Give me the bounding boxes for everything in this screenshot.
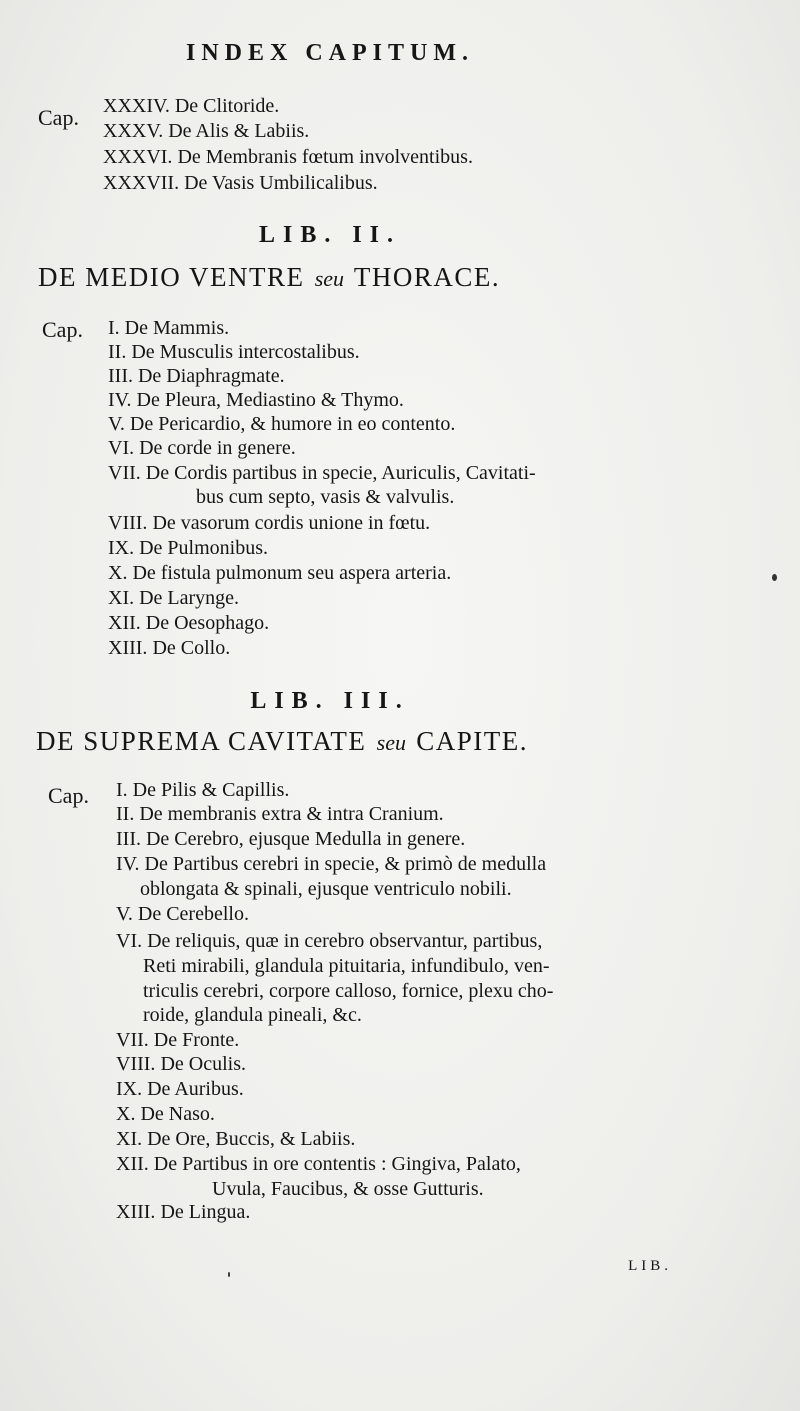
chapter-title: De Auribus.: [147, 1078, 244, 1100]
catchword: LIB.: [628, 1258, 672, 1274]
chapter-number: I.: [108, 317, 120, 339]
index-entry: [116, 778, 289, 802]
index-entry: [108, 536, 268, 560]
chapter-title: De Naso.: [140, 1103, 215, 1125]
cap-label: Cap.: [38, 105, 79, 130]
entry-continuation: triculis cerebri, corpore calloso, fornice, plexu cho-: [143, 980, 554, 1002]
index-entry: [108, 611, 269, 635]
index-entry: [116, 852, 546, 876]
chapter-title: De Partibus in ore contentis : Gingiva, Palato,: [153, 1153, 521, 1175]
index-entry: [103, 119, 309, 143]
chapter-title: De Alis & Labiis.: [168, 120, 310, 142]
chapter-title: De Pulmonibus.: [139, 537, 269, 559]
chapter-title: De Pericardio, & humore in eo contento.: [129, 413, 456, 435]
chapter-number: VI.: [108, 437, 135, 459]
chapter-title: De Clitoride.: [174, 95, 280, 117]
index-entry: [116, 1200, 250, 1224]
part-title: [36, 726, 656, 757]
chapter-title: De Vasis Umbilicalibus.: [184, 172, 378, 194]
chapter-number: XIII.: [108, 637, 148, 659]
chapter-number: X.: [108, 562, 128, 584]
chapter-number: V.: [108, 413, 125, 435]
chapter-number: II.: [116, 803, 135, 825]
chapter-title: De Collo.: [152, 637, 231, 659]
chapter-number: III.: [116, 828, 141, 850]
chapter-number: XXXV.: [103, 120, 164, 142]
book-heading: LIB. III.: [250, 688, 410, 714]
entry-continuation: bus cum septo, vasis & valvulis.: [196, 486, 455, 508]
book-heading: LIB. II.: [258, 222, 402, 248]
part-title-main: DE SUPREMA CAVITATE: [36, 726, 367, 756]
ink-speck: [228, 1272, 230, 1277]
part-title-alt: CAPITE.: [416, 726, 528, 756]
chapter-title: De Ore, Buccis, & Labiis.: [147, 1128, 356, 1150]
ink-speck: [772, 574, 777, 581]
page-header: INDEX CAPITUM.: [186, 40, 474, 66]
index-entry: [103, 94, 279, 118]
chapter-number: VII.: [116, 1029, 149, 1051]
cap-label: Cap.: [42, 317, 83, 342]
chapter-number: V.: [116, 903, 133, 925]
index-entry: [108, 364, 285, 388]
index-entry: [103, 145, 473, 169]
chapter-title: De Diaphragmate.: [137, 365, 285, 387]
chapter-title: De fistula pulmonum seu aspera arteria.: [132, 562, 452, 584]
part-title-main: DE MEDIO VENTRE: [38, 262, 305, 292]
chapter-number: XI.: [116, 1128, 143, 1150]
index-entry: [108, 511, 430, 535]
index-entry: [116, 1052, 246, 1076]
index-entry: [108, 461, 536, 485]
index-entry: [116, 902, 249, 926]
index-entry: [108, 561, 451, 585]
chapter-title: De Musculis intercostalibus.: [131, 341, 360, 363]
cap-label: Cap.: [48, 783, 89, 808]
chapter-number: VII.: [108, 462, 141, 484]
index-entry: [116, 1077, 244, 1101]
chapter-number: X.: [116, 1103, 136, 1125]
index-entry: [108, 586, 239, 610]
chapter-title: De reliquis, quæ in cerebro observantur, partibus,: [147, 930, 543, 952]
chapter-title: De Partibus cerebri in specie, & primò de medulla: [144, 853, 547, 875]
part-title-alt: THORACE.: [353, 262, 501, 292]
index-entry: [116, 1127, 355, 1151]
chapter-number: XXXVI.: [103, 146, 173, 168]
chapter-title: De vasorum cordis unione in fœtu.: [152, 512, 431, 534]
chapter-title: De Cerebro, ejusque Medulla in genere.: [145, 828, 466, 850]
chapter-number: VIII.: [116, 1053, 156, 1075]
index-entry: [108, 340, 360, 364]
entry-continuation: roide, glandula pineali, &c.: [143, 1004, 362, 1026]
chapter-title: De Mammis.: [124, 317, 230, 339]
index-entry: [116, 827, 465, 851]
chapter-title: De membranis extra & intra Cranium.: [139, 803, 444, 825]
index-entry: [108, 388, 404, 412]
chapter-title: De Membranis fœtum involventibus.: [177, 146, 473, 168]
index-entry: [116, 1028, 239, 1052]
chapter-title: De corde in genere.: [139, 437, 296, 459]
chapter-number: IX.: [116, 1078, 143, 1100]
entry-continuation: oblongata & spinali, ejusque ventriculo nobili.: [140, 878, 512, 900]
chapter-number: XII.: [108, 612, 141, 634]
index-entry: [116, 1152, 521, 1176]
index-entry: [108, 636, 230, 660]
chapter-number: II.: [108, 341, 127, 363]
chapter-title: De Larynge.: [139, 587, 240, 609]
chapter-title: De Pleura, Mediastino & Thymo.: [136, 389, 404, 411]
chapter-number: I.: [116, 779, 128, 801]
chapter-number: VI.: [116, 930, 143, 952]
chapter-title: De Cordis partibus in specie, Auriculis, Cavitati-: [145, 462, 536, 484]
entry-continuation: Uvula, Faucibus, & osse Gutturis.: [212, 1178, 484, 1200]
part-title-seu: seu: [314, 266, 345, 291]
chapter-title: De Oesophago.: [145, 612, 270, 634]
entry-continuation: Reti mirabili, glandula pituitaria, infundibulo, ven-: [143, 955, 550, 977]
index-entry: [116, 929, 542, 953]
chapter-number: XIII.: [116, 1201, 156, 1223]
chapter-number: XXXIV.: [103, 95, 170, 117]
index-entry: [108, 316, 229, 340]
chapter-title: De Lingua.: [160, 1201, 251, 1223]
chapter-title: De Cerebello.: [137, 903, 249, 925]
index-entry: [116, 802, 444, 826]
part-title: [38, 262, 658, 293]
chapter-number: XII.: [116, 1153, 149, 1175]
index-entry: [108, 412, 455, 436]
chapter-number: VIII.: [108, 512, 148, 534]
index-entry: [103, 171, 378, 195]
chapter-number: IX.: [108, 537, 135, 559]
chapter-title: De Pilis & Capillis.: [132, 779, 290, 801]
chapter-title: De Fronte.: [153, 1029, 240, 1051]
chapter-number: IV.: [108, 389, 132, 411]
index-entry: [108, 436, 296, 460]
chapter-number: XI.: [108, 587, 135, 609]
chapter-title: De Oculis.: [160, 1053, 246, 1075]
chapter-number: III.: [108, 365, 133, 387]
index-entry: [116, 1102, 215, 1126]
chapter-number: XXXVII.: [103, 172, 180, 194]
chapter-number: IV.: [116, 853, 140, 875]
part-title-seu: seu: [376, 730, 406, 755]
